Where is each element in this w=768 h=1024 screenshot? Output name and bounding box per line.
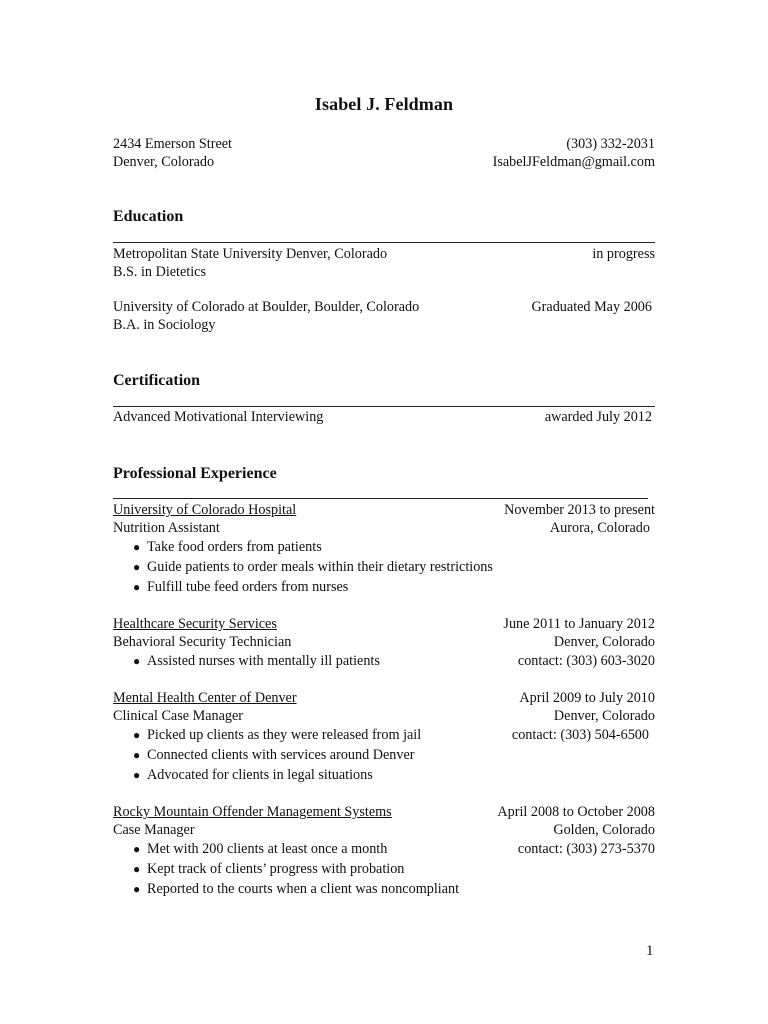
bullet-icon: ● (133, 882, 141, 896)
duty-text: Assisted nurses with mentally ill patients (147, 653, 380, 669)
duty-text: Advocated for clients in legal situations (147, 767, 373, 783)
duty-text: Met with 200 clients at least once a month (147, 841, 388, 857)
phone-number: (303) 332-2031 (566, 136, 655, 152)
bullet-icon: ● (133, 654, 141, 668)
job-header-row (113, 689, 655, 707)
bullet-icon: ● (133, 862, 141, 876)
employer-name: Rocky Mountain Offender Management Systems (113, 804, 392, 820)
list-item (133, 558, 493, 576)
city-email-row (113, 153, 655, 171)
job-dates: June 2011 to January 2012 (503, 616, 655, 632)
employer-name: Healthcare Security Services (113, 616, 277, 632)
address-phone-row (113, 135, 655, 153)
school-name: Metropolitan State University Denver, Colorado (113, 246, 388, 262)
job-title-row (113, 519, 655, 537)
list-item (133, 746, 415, 764)
job-title: Nutrition Assistant (113, 520, 220, 536)
experience-divider (113, 498, 648, 499)
page-number: 1 (646, 943, 654, 959)
city: Denver, Colorado (113, 154, 215, 170)
job-location: Denver, Colorado (553, 634, 655, 650)
list-item (133, 766, 373, 784)
job-dates: April 2009 to July 2010 (519, 690, 655, 706)
duty-text: Take food orders from patients (147, 539, 322, 555)
bullet-icon: ● (133, 560, 141, 574)
job-title-row (113, 821, 655, 839)
education-heading: Education (113, 208, 184, 225)
job-dates: November 2013 to present (504, 502, 655, 518)
job-location: Aurora, Colorado (549, 520, 650, 536)
education-entry (113, 298, 655, 316)
education-divider (113, 242, 655, 243)
job-title: Case Manager (113, 822, 195, 838)
job-title: Behavioral Security Technician (113, 634, 292, 650)
job-contact: contact: (303) 273-5370 (517, 841, 655, 857)
bullet-icon: ● (133, 540, 141, 554)
experience-heading: Professional Experience (113, 465, 277, 482)
job-location: Golden, Colorado (553, 822, 655, 838)
bullet-icon: ● (133, 768, 141, 782)
job-header-row (113, 615, 655, 633)
list-item (133, 652, 380, 670)
certification-divider (113, 406, 655, 407)
list-item (133, 840, 387, 858)
applicant-name: Isabel J. Feldman (314, 94, 454, 114)
certification-date: awarded July 2012 (544, 409, 652, 425)
duty-text: Connected clients with services around Denver (147, 747, 415, 763)
job-header-row (113, 501, 655, 519)
job-title-row (113, 633, 655, 651)
degree: B.S. in Dietetics (113, 264, 207, 280)
list-item (133, 578, 348, 596)
job-dates: April 2008 to October 2008 (497, 804, 655, 820)
certification-entry (113, 408, 655, 426)
list-item (133, 538, 322, 556)
list-item (133, 880, 459, 898)
education-status: Graduated May 2006 (531, 299, 652, 315)
duty-text: Guide patients to order meals within their dietary restrictions (147, 559, 493, 575)
job-title: Clinical Case Manager (113, 708, 244, 724)
duty-text: Fulfill tube feed orders from nurses (147, 579, 349, 595)
job-location: Denver, Colorado (553, 708, 655, 724)
bullet-icon: ● (133, 842, 141, 856)
street-address: 2434 Emerson Street (113, 136, 232, 152)
duty-text: Picked up clients as they were released from jail (147, 727, 422, 743)
certification-heading: Certification (113, 372, 201, 389)
job-header-row (113, 803, 655, 821)
education-status: in progress (592, 246, 655, 262)
job-title-row (113, 707, 655, 725)
list-item (133, 860, 404, 878)
degree-row (113, 316, 655, 334)
duty-text: Kept track of clients’ progress with probation (147, 861, 405, 877)
job-contact: contact: (303) 603-3020 (517, 653, 655, 669)
education-entry (113, 245, 655, 263)
employer-name: Mental Health Center of Denver (113, 690, 297, 706)
job-contact: contact: (303) 504-6500 (511, 727, 649, 743)
bullet-icon: ● (133, 728, 141, 742)
school-name: University of Colorado at Boulder, Boulder, Colorado (113, 299, 420, 315)
list-item (133, 726, 421, 744)
degree: B.A. in Sociology (113, 317, 216, 333)
bullet-icon: ● (133, 580, 141, 594)
bullet-icon: ● (133, 748, 141, 762)
degree-row (113, 263, 655, 281)
certification-name: Advanced Motivational Interviewing (113, 409, 324, 425)
duty-text: Reported to the courts when a client was noncompliant (147, 881, 460, 897)
email-address: IsabelJFeldman@gmail.com (492, 154, 655, 170)
employer-name: University of Colorado Hospital (113, 502, 297, 518)
